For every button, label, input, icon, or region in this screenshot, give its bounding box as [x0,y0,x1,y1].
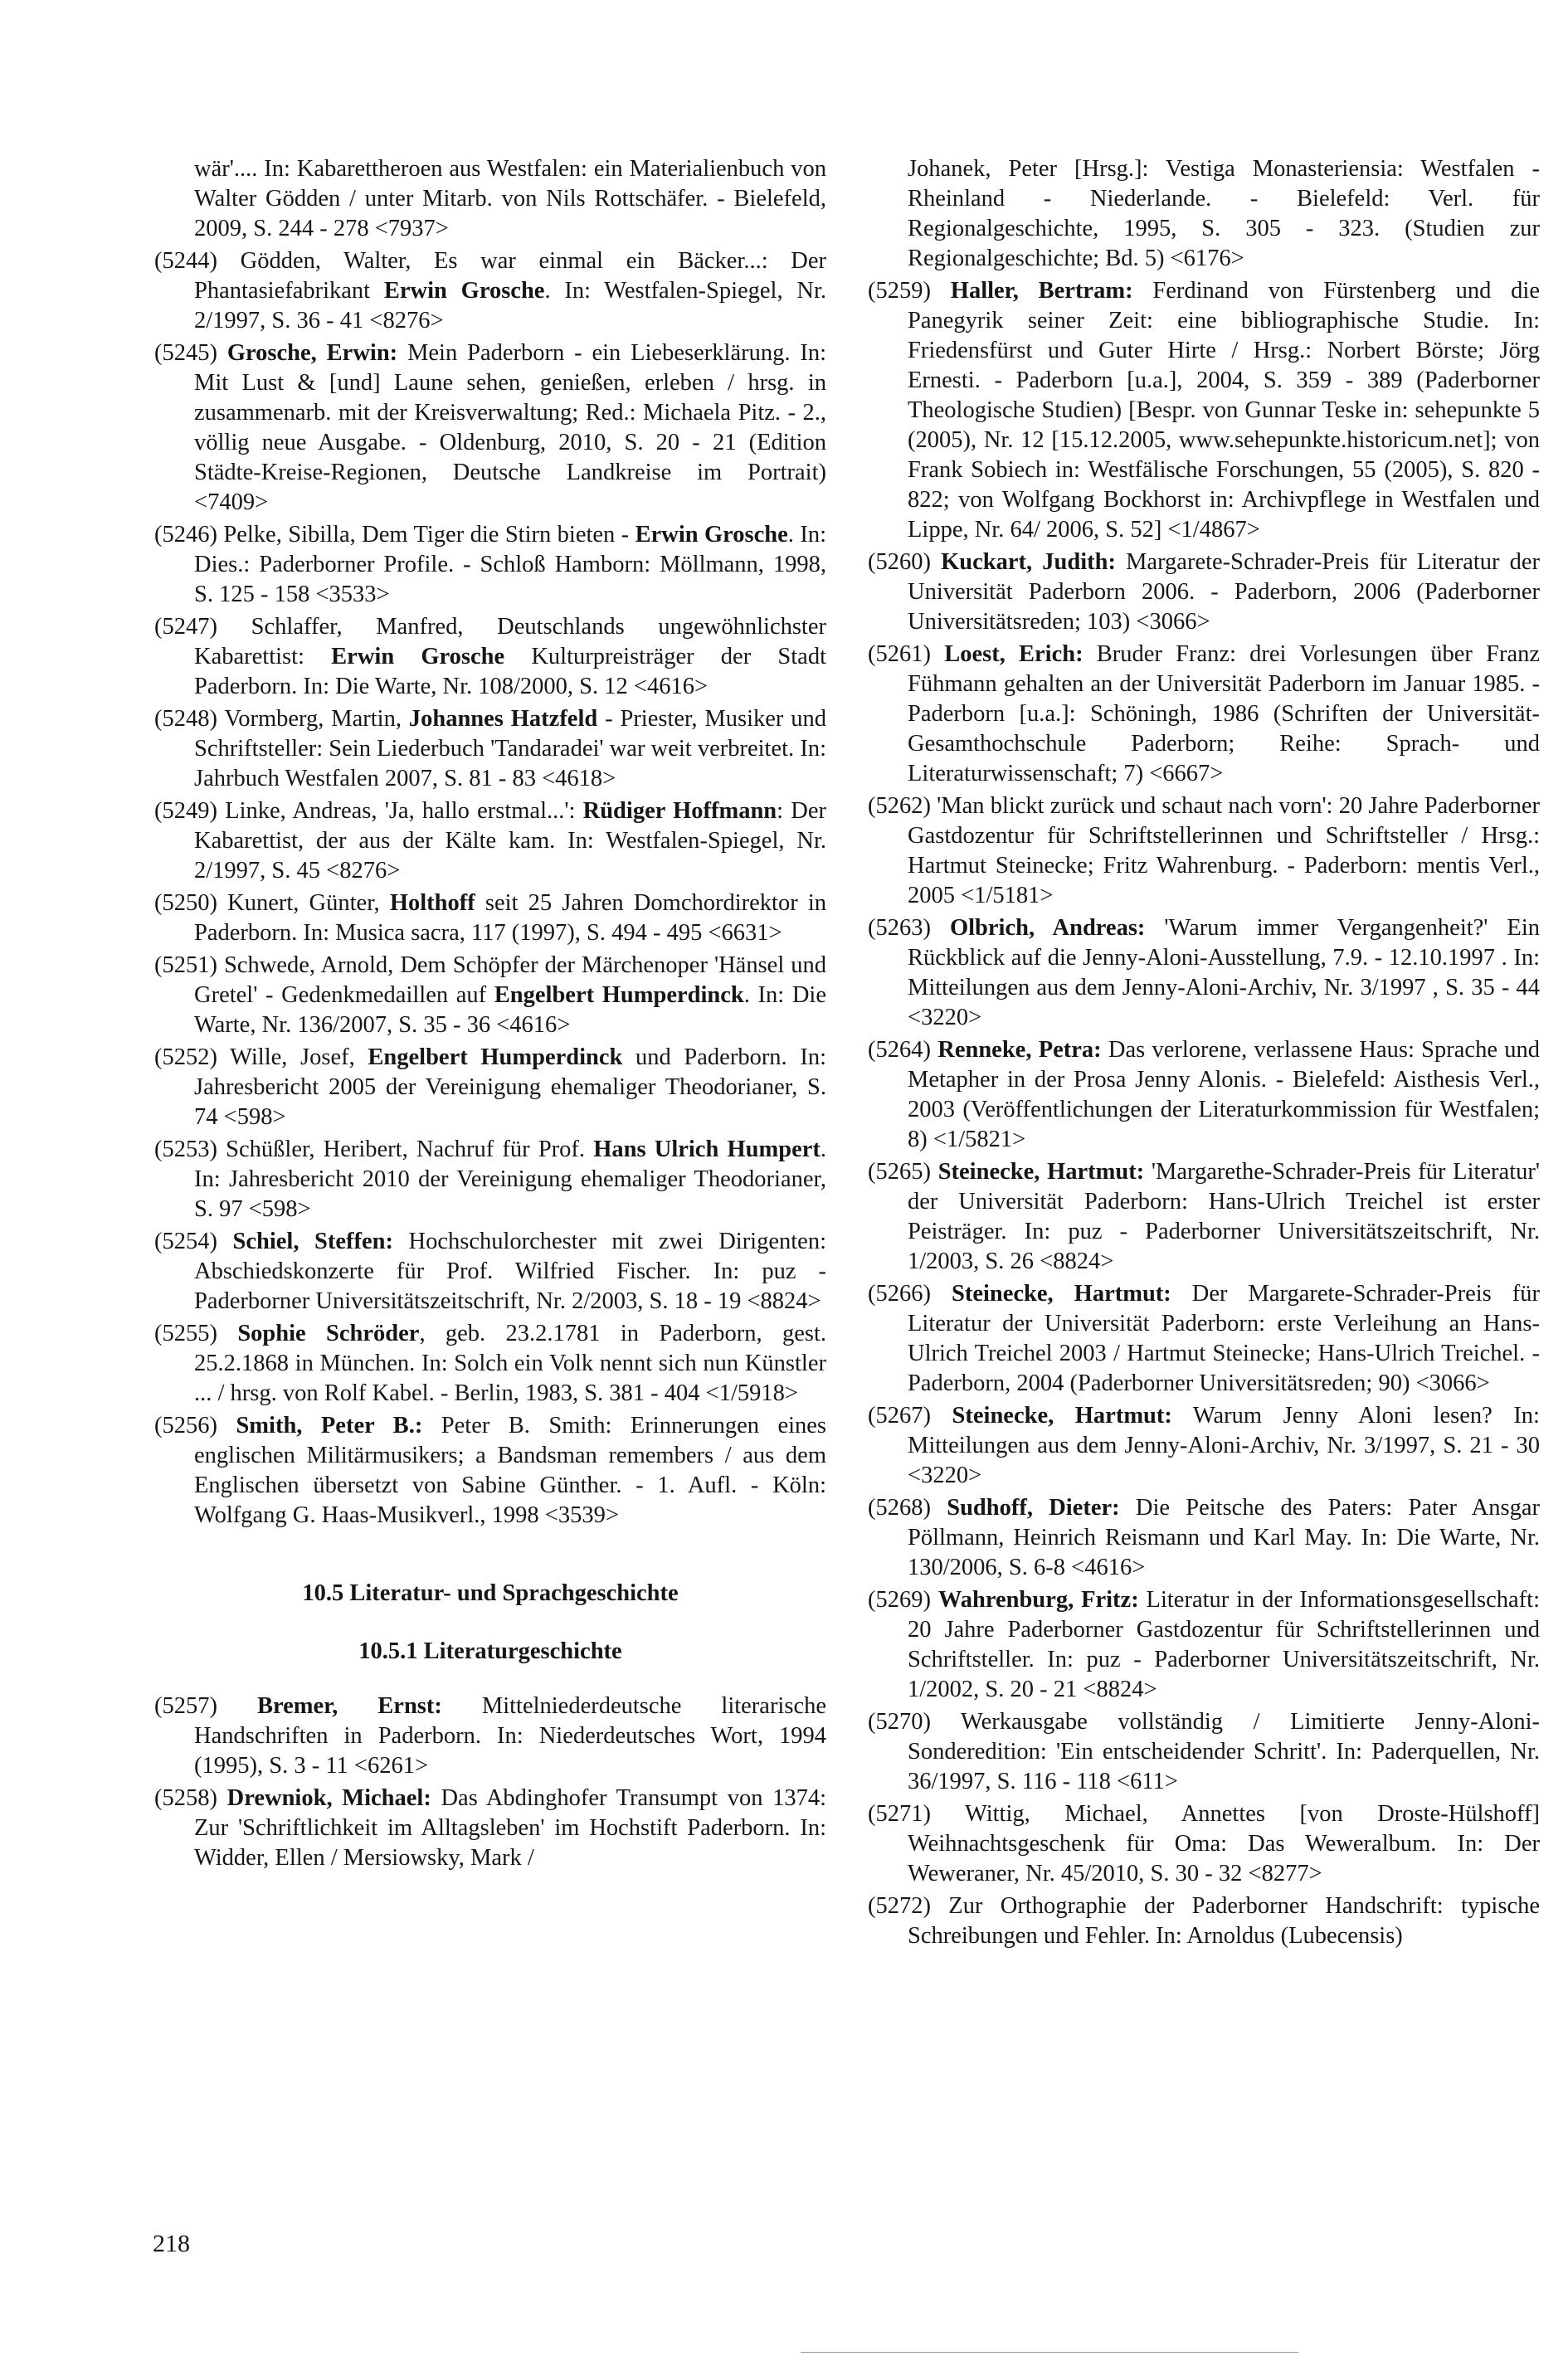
bibliography-entry [154,1692,826,1781]
entry-text: und Paderborn. In: Jahresbericht 2005 der Vereinigung ehemaliger Theodorianer, S. 74 <598> [194,1044,826,1130]
entry-number: (5264) [868,1037,931,1063]
entry-author-bold: Grosche, Erwin: [226,340,398,366]
entry-author-bold: Holthoff [389,890,475,916]
entry-number: (5269) [868,1587,931,1613]
section-heading: 10.5 Literatur- und Sprachgeschichte [302,1580,679,1606]
entry-text: Schlaffer, Manfred, Deutschlands ungewöhnlichster Kabarettist: [194,614,826,669]
entry-text [931,1495,947,1521]
entry-number: (5251) [154,952,217,978]
entry-text [217,1321,237,1346]
entry-author-bold: Hans Ulrich Humpert [593,1137,821,1162]
entry-author-bold: Smith, Peter B.: [236,1413,423,1439]
entry-text: . In: Westfalen-Spiegel, Nr. 2/1997, S. 36 - 41 <8276> [194,278,826,333]
bibliography-entry [868,1493,1540,1583]
entry-author-bold: Loest, Erich: [944,641,1083,667]
entry-number: (5258) [154,1785,217,1811]
entry-number: (5247) [154,614,217,640]
entry-number: (5249) [154,798,217,824]
entry-text: Mein Paderborn - ein Liebeserklärung. In: Mit Lust & [und] Laune sehen, genießen, erleben / hrsg. in zusammenarb. mit der Kreisverwaltung; Red.: Michaela Pitz. - 2., völlig neue Ausgabe. - Oldenburg, 2010, S. 20 - 21 (Edition Städte-Kreise-Regionen, Deutsche Landkreise im Portrait) <7409> [194,340,827,515]
entry-number: (5250) [154,890,217,916]
bibliography-entry [154,338,826,518]
bibliography-entry [868,548,1540,637]
bibliography-entry [868,640,1540,789]
bibliography-entry [154,1319,826,1409]
entry-text [217,1229,233,1254]
left-entry-list [154,154,826,1531]
entry-text: . In: Dies.: Paderborner Profile. - Schloß Hamborn: Möllmann, 1998, S. 125 - 158 <3533> [194,522,826,607]
entry-number: (5261) [868,641,931,667]
entry-number: (5248) [154,706,217,732]
bibliography-entry [868,1401,1540,1491]
bibliography-entry [868,1891,1540,1951]
entry-text: Vormberg, Martin, [217,706,409,732]
entry-author-bold: Engelbert Humperdinck [494,982,744,1008]
entry-author-bold: Erwin Grosche [331,644,505,669]
entry-text [217,340,227,366]
bibliography-entry [868,913,1540,1033]
entry-text: Hochschulorchester mit zwei Dirigenten: Abschiedskonzerte für Prof. Wilfried Fischer. In: puz - Paderborner Universitätszeitschrift, Nr. 2/2003, S. 18 - 19 <8824> [194,1229,826,1314]
entry-text [931,1037,937,1063]
entry-author-bold: Wahrenburg, Fritz: [937,1587,1139,1613]
entry-text: Kunert, Günter, [217,890,390,916]
entry-number: (5257) [154,1693,217,1719]
entry-text: Schüßler, Heribert, Nachruf für Prof. [217,1137,594,1162]
bibliography-entry [154,1411,826,1531]
entry-number: (5245) [154,340,217,366]
entry-author-bold: Renneke, Petra: [937,1037,1102,1063]
right-entry-list [868,154,1540,1951]
entry-text: Ferdinand von Fürstenberg und die Panegyrik seiner Zeit: eine bibliographische Studie. In: Friedensfürst und Guter Hirte / Hrsg.: Norbert Börste; Jörg Ernesti. - Paderborn [u.a.], 2004, S. 359 - 389 (Paderborner Theologische Studien) [Bespr. von Gunnar Teske in: sehepunkte 5 (2005), Nr. 12 [15.12.2005, www.sehepunkte.historicum.net]; von Frank Sobiech in: Westfälische Forschungen, 55 (2005), S. 820 - 822; von Wolfgang Bockhorst in: Archivpflege in Westfalen und Lippe, Nr. 64/ 2006, S. 52] <1/4867> [908,278,1540,543]
bibliography-entry [154,1135,826,1224]
right-column [868,154,1540,1951]
entry-text: Das Abdinghofer Transumpt von 1374: Zur 'Schriftlichkeit im Alltagsleben' im Hochstift Paderborn. In: Widder, Ellen / Mersiowsky, Mark / [194,1785,826,1871]
entry-text [931,1403,952,1429]
entry-author-bold: Olbrich, Andreas: [949,915,1146,941]
entry-number: (5267) [868,1403,931,1429]
entry-number: (5270) [868,1709,931,1735]
entry-text: 'Warum immer Vergangenheit?' Ein Rückblick auf die Jenny-Aloni-Ausstellung, 7.9. - 12.10.1997 . In: Mitteilungen aus dem Jenny-Aloni-Archiv, Nr. 3/1997 , S. 35 - 44 <3220> [908,915,1540,1030]
entry-text: wär'.... In: Kabarettheroen aus Westfalen: ein Materialienbuch von Walter Gödden / unter Mitarb. von Nils Rottschäfer. - Bielefeld, 2009, S. 244 - 278 <7937> [194,156,826,241]
left-entry-list-after [154,1692,826,1873]
entry-number: (5259) [868,278,931,304]
bibliography-entry [868,791,1540,911]
entry-author-bold: Bremer, Ernst: [256,1693,442,1719]
entry-text: Kulturpreisträger der Stadt Paderborn. In: Die Warte, Nr. 108/2000, S. 12 <4616> [194,644,826,699]
bibliography-entry [868,1157,1540,1277]
entry-author-bold: Sophie Schröder [237,1321,420,1346]
entry-author-bold: Kuckart, Judith: [941,549,1116,575]
entry-text [931,1159,938,1185]
entry-text [217,1413,236,1439]
entry-text: Die Peitsche des Paters: Pater Ansgar Pöllmann, Heinrich Reismann und Karl May. In: Die Warte, Nr. 130/2006, S. 6-8 <4616> [908,1495,1540,1580]
entry-text: Literatur in der Informationsgesellschaft: 20 Jahre Paderborner Gastdozentur für Schriftstellerinnen und Schriftsteller. In: puz - Paderborner Universitätszeitschrift, Nr. 1/2002, S. 20 - 21 <8824> [908,1587,1541,1702]
footer-rule [801,2352,1298,2353]
entry-number: (5272) [868,1893,931,1919]
entry-text [931,1281,952,1307]
entry-number: (5260) [868,549,931,575]
entry-number: (5256) [154,1413,217,1439]
entry-text: Linke, Andreas, 'Ja, hallo erstmal...': [217,798,583,824]
entry-text: Warum Jenny Aloni lesen? In: Mitteilungen aus dem Jenny-Aloni-Archiv, Nr. 3/1997, S. 21 - 30 <3220> [908,1403,1540,1488]
entry-text: 'Man blickt zurück und schaut nach vorn': 20 Jahre Paderborner Gastdozentur für Schriftstellerinnen und Schriftsteller / Hrsg.: Hartmut Steinecke; Fritz Wahrenburg. - Paderborn: mentis Verl., 2005 <1/5181> [908,793,1540,908]
entry-text: 'Margarethe-Schrader-Preis für Literatur' der Universität Paderborn: Hans-Ulrich Treichel ist erster Peisträger. In: puz - Paderborner Universitätszeitschrift, Nr. 1/2003, S. 26 <8824> [908,1159,1540,1274]
entry-author-bold: Johannes Hatzfeld [408,706,598,732]
entry-author-bold: Drewniok, Michael: [226,1785,431,1811]
entry-number: (5266) [868,1281,931,1307]
bibliography-entry-continuation [868,154,1540,274]
entry-text [931,549,941,575]
entry-author-bold: Haller, Bertram: [950,278,1133,304]
bibliography-entry [154,888,826,948]
entry-text: Bruder Franz: drei Vorlesungen über Franz Fühmann gehalten an der Universität Paderborn im Januar 1985. - Paderborn [u.a.]: Schöningh, 1986 (Schriften der Universität-Gesamthochschule Paderborn; Reihe: Sprach- und Literaturwissenschaft; 7) <6667> [908,641,1541,786]
entry-text: seit 25 Jahren Domchordirektor in Paderborn. In: Musica sacra, 117 (1997), S. 494 - 495 <6631> [194,890,827,946]
entry-text: Peter B. Smith: Erinnerungen eines englischen Militärmusikers; a Bandsman remembers / aus dem Englischen übersetzt von Sabine Günther. - 1. Aufl. - Köln: Wolfgang G. Haas-Musikverl., 1998 <3539> [194,1413,826,1528]
entry-text [217,1693,257,1719]
entry-number: (5244) [154,248,217,274]
entry-number: (5271) [868,1801,931,1827]
entry-text: - Priester, Musiker und Schriftsteller: Sein Liederbuch 'Tandaradei' war weit verbreitet. In: Jahrbuch Westfalen 2007, S. 81 - 83 <4618> [194,706,826,791]
entry-text [931,641,944,667]
entry-text: . In: Jahresbericht 2010 der Vereinigung ehemaliger Theodorianer, S. 97 <598> [194,1137,827,1222]
bibliography-entry [868,1799,1540,1889]
entry-text: Johanek, Peter [Hrsg.]: Vestiga Monasteriensia: Westfalen - Rheinland - Niederlande. - Bielefeld: Verl. für Regionalgeschichte, 1995, S. 305 - 323. (Studien zur Regionalgeschichte; Bd. 5) <6176> [908,156,1540,271]
entry-text [217,1785,227,1811]
entry-author-bold: Erwin Grosche [383,278,545,304]
entry-text: Zur Orthographie der Paderborner Handschrift: typische Schreibungen und Fehler. In: Arnoldus (Lubecensis) [908,1893,1540,1949]
entry-text: Gödden, Walter, Es war einmal ein Bäcker...: Der Phantasiefabrikant [194,248,826,304]
bibliography-entry [868,1585,1540,1705]
entry-text: Schwede, Arnold, Dem Schöpfer der Märchenoper 'Hänsel und Gretel' - Gedenkmedaillen auf [194,952,826,1008]
entry-number: (5262) [868,793,931,819]
bibliography-entry [154,1043,826,1132]
bibliography-entry [154,520,826,610]
bibliography-entry [154,246,826,336]
entry-text: : Der Kabarettist, der aus der Kälte kam. In: Westfalen-Spiegel, Nr. 2/1997, S. 45 <8276> [194,798,826,884]
entry-author-bold: Steinecke, Hartmut: [937,1159,1145,1185]
entry-author-bold: Engelbert Humperdinck [368,1044,623,1070]
entry-number: (5268) [868,1495,931,1521]
bibliography-entry-continuation [154,154,826,244]
entry-author-bold: Sudhoff, Dieter: [947,1495,1120,1521]
subsection-heading: 10.5.1 Literaturgeschichte [358,1638,622,1664]
entry-number: (5265) [868,1159,931,1185]
entry-text: Mittelniederdeutsche literarische Handschriften in Paderborn. In: Niederdeutsches Wort, 1994 (1995), S. 3 - 11 <6261> [194,1693,826,1779]
entry-author-bold: Steinecke, Hartmut: [951,1281,1171,1307]
entry-text: Pelke, Sibilla, Dem Tiger die Stirn bieten - [217,522,635,548]
entry-text: , geb. 23.2.1781 in Paderborn, gest. 25.2.1868 in München. In: Solch ein Volk nennt sich nun Künstler ... / hrsg. von Rolf Kabel. - Berlin, 1983, S. 381 - 404 <1/5918> [194,1321,826,1406]
entry-text: Wittig, Michael, Annettes [von Droste-Hülshoff] Weihnachtsgeschenk für Oma: Das Weweralbum. In: Der Weweraner, Nr. 45/2010, S. 30 - 32 <8277> [908,1801,1540,1886]
entry-number: (5254) [154,1229,217,1254]
entry-author-bold: Steinecke, Hartmut: [952,1403,1172,1429]
entry-number: (5252) [154,1044,217,1070]
bibliography-entry [868,1035,1540,1155]
bibliography-entry [154,1784,826,1873]
entry-author-bold: Erwin Grosche [635,522,788,548]
bibliography-entry [868,276,1540,545]
entry-number: (5263) [868,915,931,941]
left-column [154,154,826,1873]
entry-number: (5246) [154,522,217,548]
bibliography-entry [154,704,826,794]
bibliography-entry [868,1707,1540,1797]
entry-number: (5253) [154,1137,217,1162]
entry-text: Margarete-Schrader-Preis für Literatur der Universität Paderborn 2006. - Paderborn, 2006 (Paderborner Universitätsreden; 103) <3066> [908,549,1540,635]
entry-text [931,1587,938,1613]
entry-text: . In: Die Warte, Nr. 136/2007, S. 35 - 36 <4616> [194,982,826,1038]
bibliography-entry [154,796,826,886]
bibliography-entry [154,951,826,1040]
entry-text: Das verlorene, verlassene Haus: Sprache und Metapher in der Prosa Jenny Alonis. - Bielefeld: Aisthesis Verl., 2003 (Veröffentlichungen der Literaturkommission für Westfalen; 8) <1/5821> [908,1037,1540,1152]
entry-text: Der Margarete-Schrader-Preis für Literatur der Universität Paderborn: erste Verleihung an Hans-Ulrich Treichel 2003 / Hartmut Steinecke; Hans-Ulrich Treichel. - Paderborn, 2004 (Paderborner Universitätsreden; 90) <3066> [908,1281,1540,1396]
page-number: 218 [153,2230,190,2257]
bibliography-entry [154,1227,826,1317]
entry-text: Werkausgabe vollständig / Limitierte Jenny-Aloni-Sonderedition: 'Ein entscheidender Schritt'. In: Paderquellen, Nr. 36/1997, S. 116 - 118 <611> [908,1709,1540,1794]
entry-author-bold: Rüdiger Hoffmann [582,798,777,824]
bibliography-entry [154,612,826,702]
entry-text: Wille, Josef, [217,1044,368,1070]
entry-number: (5255) [154,1321,217,1346]
bibliography-entry [868,1279,1540,1399]
entry-text [931,915,950,941]
entry-text [931,278,951,304]
entry-author-bold: Schiel, Steffen: [232,1229,393,1254]
